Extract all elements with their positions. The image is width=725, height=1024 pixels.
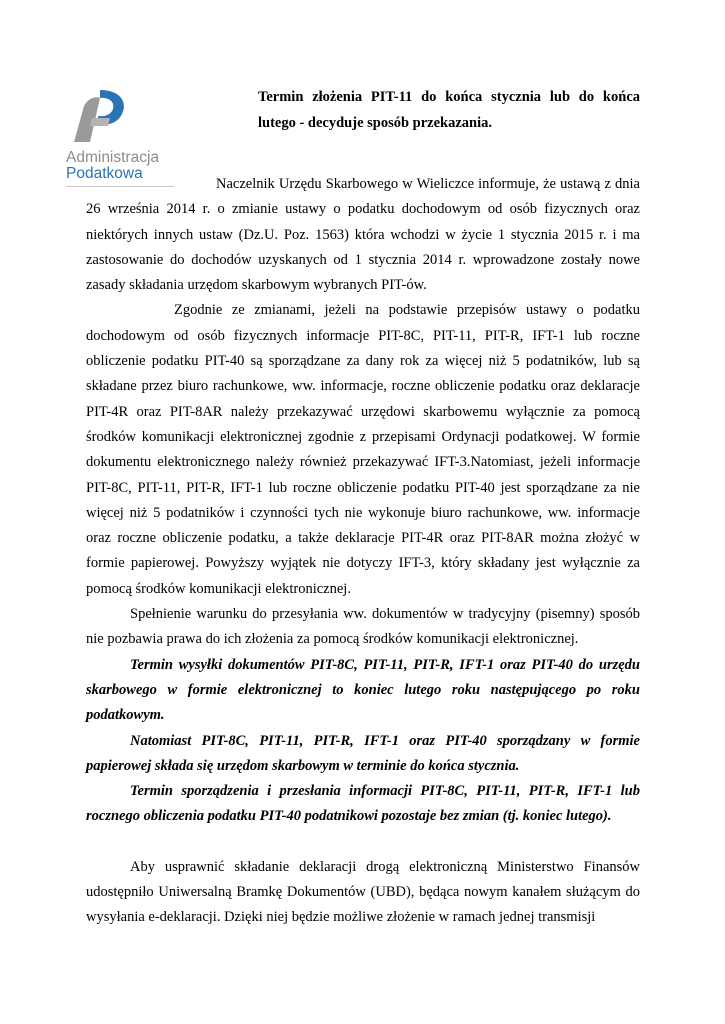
title-line-2: lutego - decyduje sposób przekazania. [258, 115, 493, 131]
paragraph-paper-right: Spełnienie warunku do przesyłania ww. dokumentów w tradycyjny (pisemny) sposób nie pozbawia prawa do ich złożenia za pomocą środków komunikacji elektronicznej. [86, 606, 640, 648]
paragraph-paper-deadline: Natomiast PIT-8C, PIT-11, PIT-R, IFT-1 oraz PIT-40 sporządzany w formie papierowej składa się urzędom skarbowym w terminie do końca stycznia. [86, 732, 640, 774]
paragraph-ubd: Aby usprawnić składanie deklaracji drogą elektroniczną Ministerstwo Finansów udostępniło Uniwersalną Bramkę Dokumentów (UBD), będąca nowym kanałem służącym do wysyłania e-deklaracji. Dzięki niej będzie możliwe złożenie w ramach jednej transmisji [86, 858, 640, 926]
paragraph-electronic-deadline: Termin wysyłki dokumentów PIT-8C, PIT-11, PIT-R, IFT-1 oraz PIT-40 do urzędu skarbowego w formie elektronicznej to koniec lutego roku następującego po roku podatkowym. [86, 656, 640, 724]
administracja-podatkowa-logo-icon [70, 88, 130, 144]
paragraph-intro: Naczelnik Urzędu Skarbowego w Wieliczce informuje, że ustawą z dnia 26 września 2014 r. o zmianie ustawy o podatku dochodowym od osób fizycznych oraz niektórych innych ustaw (Dz.U. Poz. 1563) która wchodzi w życie 1 stycznia 2015 r. i ma zastosowanie do dochodów uzyskanych od 1 stycznia 2014 r. wprowadzone zostały nowe zasady składania urzędom skarbowym wybranych PIT-ów. [86, 176, 640, 294]
paragraph-changes: Zgodnie ze zmianami, jeżeli na podstawie przepisów ustawy o podatku dochodowym od osób fizycznych informacje PIT-8C, PIT-11, PIT-R, IFT-1 lub roczne obliczenie podatku PIT-40 są sporządzane za dany rok za więcej niż 5 podatników, lub są składane przez biuro rachunkowe, ww. informacje, roczne obliczenie podatku oraz deklaracje PIT-4R oraz PIT-8AR należy przekazywać urzędowi skarbowemu wyłącznie za pomocą środków komunikacji elektronicznej zgodnie z przepisami Ordynacji podatkowej. W formie dokumentu elektronicznego należy również przekazywać IFT-3.Natomiast, jeżeli informacje PIT-8C, PIT-11, PIT-R, IFT-1 lub roczne obliczenie podatku PIT-40 jest sporządzane za nie więcej niż 5 podatników i czynności tych nie wykonuje biuro rachunkowe, ww. informacje oraz roczne obliczenie podatku, a także deklaracje PIT-4R oraz PIT-8AR można złożyć w formie papierowej. Powyższy wyjątek nie dotyczy IFT-3, który składany jest wyłącznie za pomocą środków komunikacji elektronicznej. [86, 302, 640, 597]
document-body [86, 172, 640, 931]
title-line-1: Termin złożenia PIT-11 do końca stycznia lub do końca [258, 89, 640, 105]
document-title [258, 84, 640, 136]
logo-text-administracja: Administracja [66, 149, 160, 166]
logo [66, 88, 176, 182]
logo-text-podatkowa: Podatkowa [66, 165, 143, 182]
paragraph-taxpayer-deadline: Termin sporządzenia i przesłania informacji PIT-8C, PIT-11, PIT-R, IFT-1 lub rocznego obliczenia podatku PIT-40 podatnikowi pozostaje bez zmian (tj. koniec lutego). [86, 783, 640, 825]
